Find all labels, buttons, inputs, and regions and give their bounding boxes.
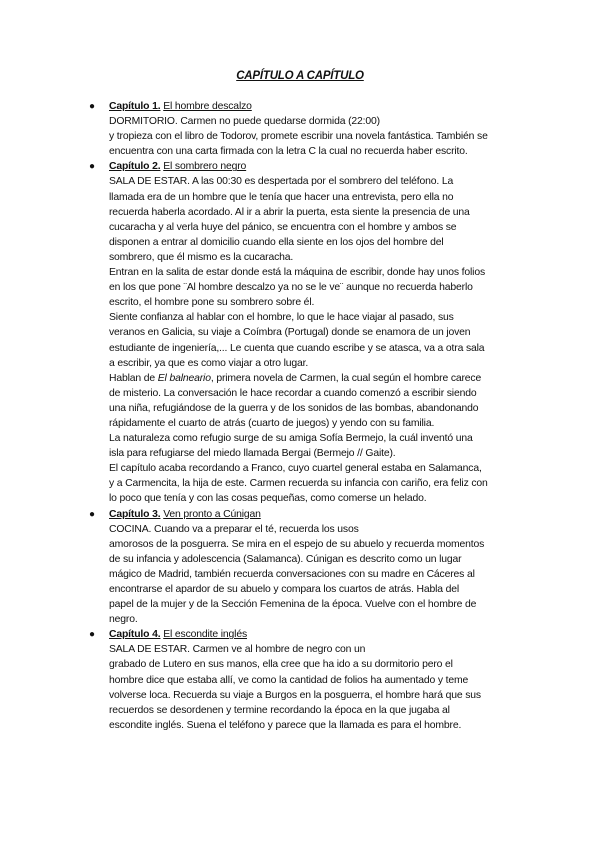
bullet-icon: ● <box>89 161 95 173</box>
text-line: llamada era de un hombre que le tenía que hacer una entrevista, pero ella no <box>109 191 454 203</box>
chapter-number: Capítulo 2. <box>109 161 161 173</box>
chapter-item <box>88 99 518 159</box>
text-line: disponen a entrar al domicilio cuando ella siente en los ojos del hombre del <box>109 236 444 248</box>
chapter-paragraph <box>109 174 518 265</box>
text-line: escondite inglés. Suena el teléfono y parece que la llamada es para el hombre. <box>109 719 462 731</box>
text-line: sombrero, que él mismo es la cucaracha. <box>109 251 294 263</box>
chapter-heading <box>109 627 518 642</box>
text-line: cucaracha y al verla huye del pánico, se encuentra con el hombre y ambos se <box>109 221 457 233</box>
chapter-paragraph <box>109 371 518 431</box>
chapter-paragraph <box>109 265 518 310</box>
text-line: encuentra con una carta firmada con la letra C la cual no recuerda haber escrito. <box>109 146 468 158</box>
chapter-list <box>88 99 518 733</box>
chapter-number: Capítulo 3. <box>109 508 161 520</box>
text-line: rápidamente el cuarto de atrás (cuarto de juegos) y yendo con su familia. <box>109 417 435 429</box>
text-line: lo poco que tenía y con las cosas pequeñas, como comerse un helado. <box>109 493 427 505</box>
text-line: y a Carmencita, la hija de este. Carmen recuerda su infancia con cariño, era feliz con <box>109 478 488 490</box>
text-line <box>109 371 518 386</box>
text-line: mágico de Madrid, también recuerda conversaciones con su madre en Cáceres al <box>109 568 475 580</box>
text-line: recuerdos se desordenen y termine recordando la época en la que jugaba al <box>109 704 450 716</box>
book-title: El balneario <box>157 372 211 384</box>
text-line: de su infancia y adolescencia (Salamanca). Cúnigan es descrito como un lugar <box>109 553 462 565</box>
chapter-number: Capítulo 1. <box>109 101 161 112</box>
text-line: veranos en Galicia, su viaje a Coímbra (Portugal) donde se enamora de un joven <box>109 327 471 339</box>
chapter-heading <box>109 507 518 522</box>
text-line: isla para refugiarse del miedo llamada Bergai (Bermejo // Gaite). <box>109 448 396 460</box>
text-line: grabado de Lutero en sus manos, ella cree que ha ido a su dormitorio pero el <box>109 659 453 671</box>
text-line: SALA DE ESTAR. A las 00:30 es despertada por el sombrero del teléfono. La <box>109 176 454 188</box>
text-line: de misterio. La conversación le hace recordar a cuando comenzó a escribir siendo <box>109 387 477 399</box>
text-run: Hablan de <box>109 372 158 384</box>
text-line: DORMITORIO. Carmen no puede quedarse dormida (22:00) <box>109 116 380 128</box>
chapter-item <box>88 159 518 506</box>
chapter-heading <box>109 159 518 174</box>
chapter-title: Ven pronto a Cúnigan <box>163 508 261 520</box>
chapter-number: Capítulo 4. <box>109 629 161 641</box>
text-line: hombre dice que estaba allí, ve como la cantidad de folios ha aumentado y teme <box>109 674 469 686</box>
text-line: El capítulo acaba recordando a Franco, cuyo cuartel general estaba en Salamanca, <box>109 463 482 475</box>
text-line: SALA DE ESTAR. Carmen ve al hombre de negro con un <box>109 644 366 656</box>
chapter-title: El escondite inglés <box>163 629 248 641</box>
text-line: escrito, el hombre pone su sombrero sobre él. <box>109 297 315 309</box>
chapter-paragraph <box>109 310 518 370</box>
page-title: CAPÍTULO A CAPÍTULO <box>236 70 364 82</box>
text-line: negro. <box>109 614 138 626</box>
chapter-item <box>88 627 518 733</box>
text-run: , primera novela de Carmen, la cual según el hombre carece <box>210 372 482 384</box>
chapter-summary <box>109 522 518 628</box>
chapter-paragraph <box>109 431 518 461</box>
chapter-paragraph <box>109 461 518 506</box>
text-line: a escribir, ya que es como viajar a otro lugar. <box>109 357 309 369</box>
text-line: Siente confianza al hablar con el hombre, lo que le hace viajar al pasado, sus <box>109 312 454 324</box>
text-line: recuerda haberla acordado. Al ir a abrir la puerta, esta siente la presencia de una <box>109 206 470 218</box>
chapter-summary <box>109 114 518 159</box>
text-line: papel de la mujer y de la Sección Femenina de la época. Vuelve con el hombre de <box>109 599 477 611</box>
chapter-title: El hombre descalzo <box>163 101 252 112</box>
text-line: encontrarse el apardor de su abuelo y compara los cuartos de atrás. Habla del <box>109 584 460 595</box>
chapter-title: El sombrero negro <box>163 161 247 173</box>
text-line: estudiante de ingeniería,... Le cuenta que cuando escribe y se atasca, va a otra sala <box>109 342 485 354</box>
text-line: Entran en la salita de estar donde está la máquina de escribir, donde hay unos folios <box>109 267 485 279</box>
chapter-heading <box>109 99 518 114</box>
text-line: volverse loca. Recuerda su viaje a Burgos en la posguerra, el hombre hará que sus <box>109 689 481 701</box>
text-line: La naturaleza como refugio surge de su amiga Sofía Bermejo, la cuál inventó una <box>109 433 473 445</box>
text-line: una niña, refugiándose de la guerra y de los sonidos de las bombas, abandonando <box>109 402 479 414</box>
text-line: amorosos de la posguerra. Se mira en el espejo de su abuelo y recuerda momentos <box>109 538 485 550</box>
text-line: y tropieza con el libro de Todorov, promete escribir una novela fantástica. También se <box>109 131 488 143</box>
bullet-icon: ● <box>89 629 95 641</box>
chapter-summary <box>109 642 518 733</box>
chapter-item <box>88 507 518 628</box>
bullet-icon: ● <box>89 101 95 112</box>
text-line: COCINA. Cuando va a preparar el té, recuerda los usos <box>109 523 359 535</box>
bullet-icon: ● <box>89 508 95 520</box>
text-line: en los que pone ¨Al hombre descalzo ya no se le ve¨ aunque no recuerda haberlo <box>109 282 473 294</box>
